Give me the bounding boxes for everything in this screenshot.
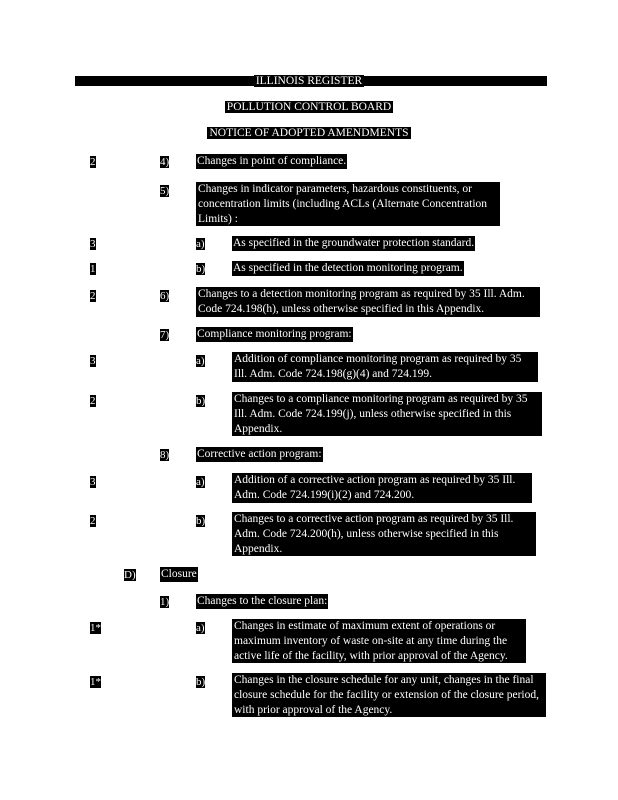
item-number: a) bbox=[196, 355, 205, 367]
item-text: Changes to the closure plan: bbox=[197, 595, 328, 607]
section-title: Closure bbox=[161, 568, 197, 580]
class-marker: 3 bbox=[90, 355, 96, 367]
item-text: Changes to a compliance monitoring program as required by 35 Ill. Adm. Code 724.199(j), unless otherwise specified in this Appendix. bbox=[232, 392, 542, 436]
item-text: Changes to a corrective action program as required by 35 Ill. Adm. Code 724.200(h), unless otherwise specified in this Appendix. bbox=[232, 512, 536, 556]
item-number: 4) bbox=[160, 156, 170, 168]
item-number: a) bbox=[196, 238, 205, 250]
item-text: Changes in point of compliance. bbox=[197, 155, 347, 167]
class-marker: 3 bbox=[90, 476, 96, 488]
item-text: Changes to a detection monitoring program as required by 35 Ill. Adm. Code 724.198(h), unless otherwise specified in this Appendix. bbox=[196, 287, 540, 317]
item-text: Compliance monitoring program: bbox=[197, 328, 352, 340]
item-text: Corrective action program: bbox=[197, 448, 322, 460]
class-marker: 3 bbox=[90, 238, 96, 250]
item-text: As specified in the groundwater protection standard. bbox=[233, 237, 475, 249]
class-marker: 2 bbox=[90, 156, 96, 168]
item-text: Changes in estimate of maximum extent of operations or maximum inventory of waste on-site at any time during the active life of the facility, with prior approval of the Agency. bbox=[232, 619, 526, 663]
class-marker: 2 bbox=[90, 395, 96, 407]
item-number: b) bbox=[196, 515, 206, 527]
item-number: 5) bbox=[160, 185, 170, 197]
item-number: b) bbox=[196, 395, 206, 407]
class-marker: 1 bbox=[90, 263, 96, 275]
item-number: a) bbox=[196, 476, 205, 488]
class-marker: 2 bbox=[90, 290, 96, 302]
item-text: As specified in the detection monitoring program. bbox=[233, 262, 463, 274]
item-number: 8) bbox=[160, 449, 170, 461]
item-number: a) bbox=[196, 622, 205, 634]
class-marker: 2 bbox=[90, 515, 96, 527]
notice-title: NOTICE OF ADOPTED AMENDMENTS bbox=[209, 127, 409, 139]
item-text: Changes in the closure schedule for any unit, changes in the final closure schedule for the facility or extension of the closure period, with prior approval of the Agency. bbox=[232, 673, 546, 717]
item-text: Changes in indicator parameters, hazardous constituents, or concentration limits (including ACLs (Alternate Concentration Limits) : bbox=[196, 182, 500, 226]
item-text: Addition of a corrective action program as required by 35 Ill. Adm. Code 724.199(i)(2) and 724.200. bbox=[232, 473, 532, 503]
class-marker: 1* bbox=[90, 676, 101, 688]
class-marker: 1* bbox=[90, 622, 101, 634]
register-title: ILLINOIS REGISTER bbox=[255, 75, 363, 87]
item-number: 1) bbox=[160, 596, 170, 608]
item-number: b) bbox=[196, 676, 206, 688]
item-number: 6) bbox=[160, 290, 170, 302]
item-text: Addition of compliance monitoring program as required by 35 Ill. Adm. Code 724.198(g)(4) and 724.199. bbox=[232, 352, 538, 382]
item-number: b) bbox=[196, 263, 206, 275]
item-number: 7) bbox=[160, 329, 170, 341]
section-number: D) bbox=[124, 569, 136, 581]
board-title: POLLUTION CONTROL BOARD bbox=[226, 101, 392, 113]
